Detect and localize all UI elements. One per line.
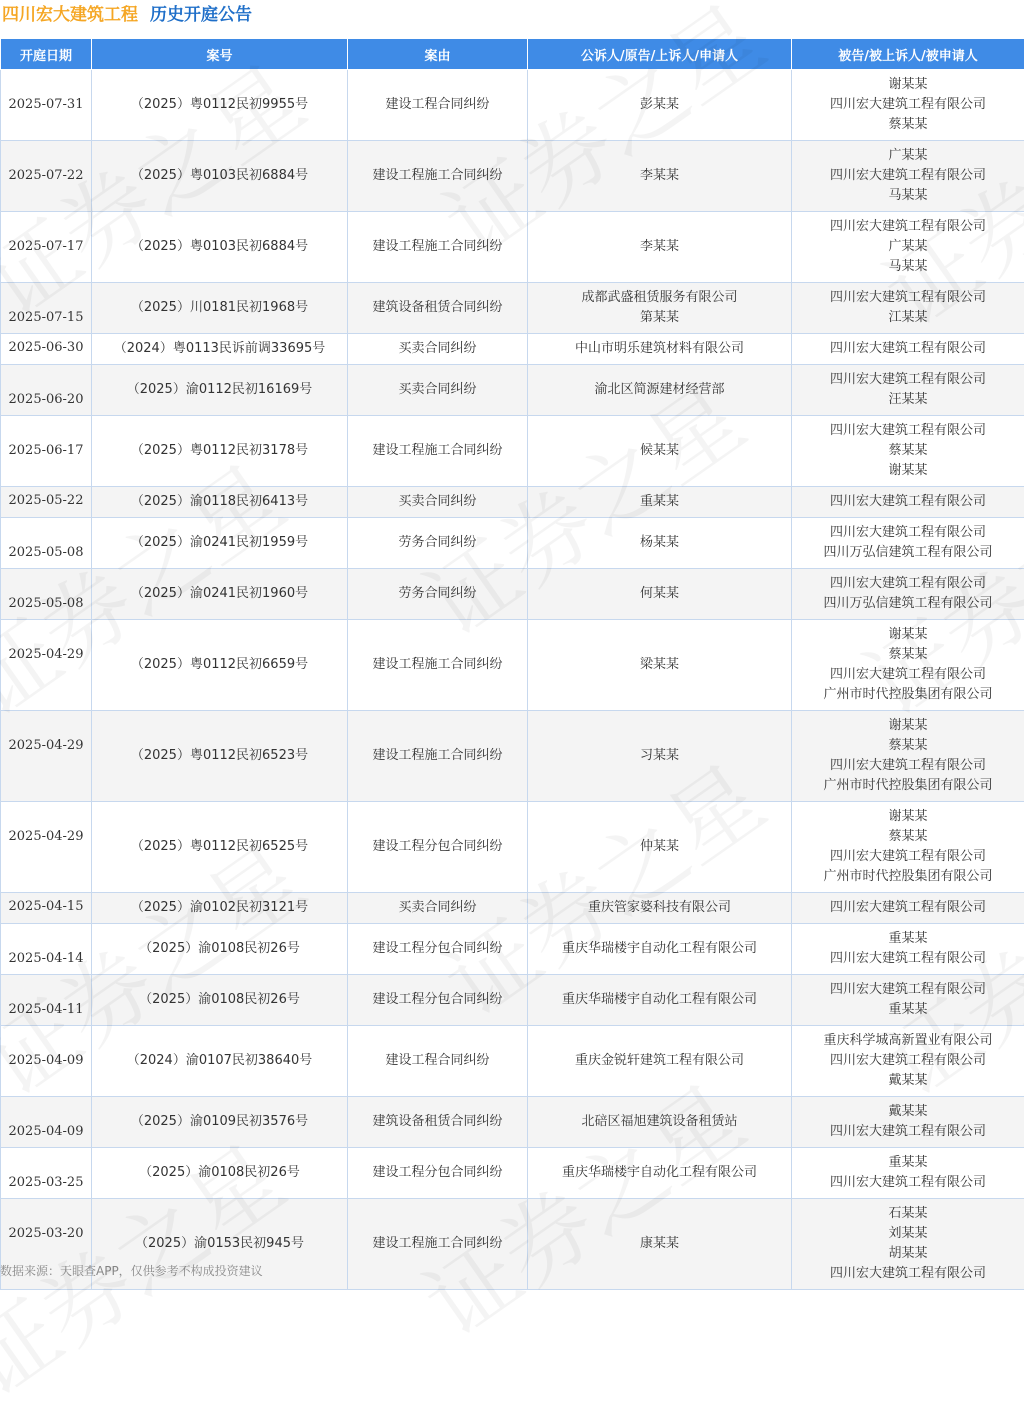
cell-case-no: （2025）渝0108民初26号 — [92, 1148, 348, 1199]
defendant-name: 马某某 — [794, 257, 1022, 277]
defendant-name: 蔡某某 — [794, 736, 1022, 756]
cell-plaintiffs — [528, 620, 792, 711]
plaintiff-name: 中山市明乐建筑材料有限公司 — [530, 339, 789, 359]
cell-plaintiffs — [528, 924, 792, 975]
cell-case-no: （2025）渝0153民初945号 — [92, 1199, 348, 1290]
cell-plaintiffs — [528, 711, 792, 802]
plaintiff-name: 重庆华瑞楼宇自动化工程有限公司 — [530, 1163, 789, 1183]
cell-defendants — [792, 1026, 1024, 1097]
plaintiff-name: 第某某 — [530, 308, 789, 328]
cell-date: 2025-04-11 — [1, 975, 92, 1026]
cell-plaintiffs — [528, 1026, 792, 1097]
cell-defendants — [792, 416, 1024, 487]
table-header-row — [1, 39, 1024, 70]
cell-date: 2025-06-20 — [1, 365, 92, 416]
cell-cause: 建设工程分包合同纠纷 — [348, 975, 528, 1026]
plaintiff-name: 李某某 — [530, 166, 789, 186]
cell-cause: 买卖合同纠纷 — [348, 893, 528, 924]
cell-case-no: （2025）渝0108民初26号 — [92, 975, 348, 1026]
cell-defendants — [792, 70, 1024, 141]
defendant-name: 四川宏大建筑工程有限公司 — [794, 492, 1022, 512]
cell-defendants — [792, 212, 1024, 283]
defendant-name: 四川宏大建筑工程有限公司 — [794, 665, 1022, 685]
cell-date: 2025-04-09 — [1, 1026, 92, 1097]
plaintiff-name: 重庆华瑞楼宇自动化工程有限公司 — [530, 939, 789, 959]
cell-case-no: （2025）川0181民初1968号 — [92, 283, 348, 334]
cell-cause: 建设工程合同纠纷 — [348, 1026, 528, 1097]
plaintiff-name: 彭某某 — [530, 95, 789, 115]
defendant-name: 四川宏大建筑工程有限公司 — [794, 421, 1022, 441]
cell-cause: 买卖合同纠纷 — [348, 487, 528, 518]
plaintiff-name: 重庆金锐轩建筑工程有限公司 — [530, 1051, 789, 1071]
cell-plaintiffs — [528, 569, 792, 620]
table-row — [1, 924, 1024, 975]
defendant-name: 谢某某 — [794, 75, 1022, 95]
plaintiff-name: 北碚区福旭建筑设备租赁站 — [530, 1112, 789, 1132]
table-body — [1, 70, 1024, 1290]
cell-plaintiffs — [528, 416, 792, 487]
defendant-name: 四川宏大建筑工程有限公司 — [794, 847, 1022, 867]
cell-defendants — [792, 1097, 1024, 1148]
plaintiff-name: 成都武盛租赁服务有限公司 — [530, 288, 789, 308]
cell-cause: 建设工程施工合同纠纷 — [348, 212, 528, 283]
cell-defendants — [792, 518, 1024, 569]
cell-defendants — [792, 365, 1024, 416]
cell-date: 2025-04-09 — [1, 1097, 92, 1148]
plaintiff-name: 习某某 — [530, 746, 789, 766]
defendant-name: 四川宏大建筑工程有限公司 — [794, 166, 1022, 186]
data-source-note: 数据来源：天眼查APP，仅供参考不构成投资建议 — [0, 1262, 263, 1279]
defendant-name: 四川宏大建筑工程有限公司 — [794, 288, 1022, 308]
plaintiff-name: 杨某某 — [530, 533, 789, 553]
cell-cause: 建筑设备租赁合同纠纷 — [348, 283, 528, 334]
defendant-name: 重某某 — [794, 1153, 1022, 1173]
cell-plaintiffs — [528, 334, 792, 365]
defendant-name: 四川宏大建筑工程有限公司 — [794, 523, 1022, 543]
cell-case-no: （2025）粤0103民初6884号 — [92, 212, 348, 283]
column-header-cause: 案由 — [348, 39, 528, 70]
table-row — [1, 518, 1024, 569]
company-name: 四川宏大建筑工程 — [2, 5, 138, 25]
cell-defendants — [792, 802, 1024, 893]
plaintiff-name: 候某某 — [530, 441, 789, 461]
cell-date: 2025-07-31 — [1, 70, 92, 141]
cell-defendants — [792, 487, 1024, 518]
defendant-name: 谢某某 — [794, 716, 1022, 736]
cell-cause: 劳务合同纠纷 — [348, 569, 528, 620]
cell-case-no: （2025）粤0103民初6884号 — [92, 141, 348, 212]
cell-case-no: （2025）渝0241民初1959号 — [92, 518, 348, 569]
cell-cause: 建设工程分包合同纠纷 — [348, 1148, 528, 1199]
table-row — [1, 334, 1024, 365]
cell-date: 2025-05-08 — [1, 518, 92, 569]
cell-case-no: （2025）粤0112民初6525号 — [92, 802, 348, 893]
table-row — [1, 802, 1024, 893]
column-header-case-no: 案号 — [92, 39, 348, 70]
table-row — [1, 975, 1024, 1026]
table-row — [1, 487, 1024, 518]
cell-case-no: （2025）粤0112民初9955号 — [92, 70, 348, 141]
table-row — [1, 365, 1024, 416]
cell-date: 2025-05-08 — [1, 569, 92, 620]
defendant-name: 刘某某 — [794, 1224, 1022, 1244]
table-row — [1, 711, 1024, 802]
cell-cause: 建设工程分包合同纠纷 — [348, 802, 528, 893]
cell-plaintiffs — [528, 975, 792, 1026]
cell-cause: 建设工程施工合同纠纷 — [348, 620, 528, 711]
defendant-name: 马某某 — [794, 186, 1022, 206]
defendant-name: 重某某 — [794, 1000, 1022, 1020]
defendant-name: 广州市时代控股集团有限公司 — [794, 685, 1022, 705]
defendant-name: 四川宏大建筑工程有限公司 — [794, 370, 1022, 390]
cell-defendants — [792, 975, 1024, 1026]
defendant-name: 四川宏大建筑工程有限公司 — [794, 980, 1022, 1000]
table-row — [1, 620, 1024, 711]
cell-defendants — [792, 141, 1024, 212]
cell-case-no: （2024）渝0107民初38640号 — [92, 1026, 348, 1097]
table-row — [1, 1097, 1024, 1148]
defendant-name: 广某某 — [794, 237, 1022, 257]
cell-cause: 建设工程施工合同纠纷 — [348, 1199, 528, 1290]
plaintiff-name: 康某某 — [530, 1234, 789, 1254]
defendant-name: 四川宏大建筑工程有限公司 — [794, 1122, 1022, 1142]
plaintiff-name: 仲某某 — [530, 837, 789, 857]
cell-plaintiffs — [528, 141, 792, 212]
defendant-name: 汪某某 — [794, 390, 1022, 410]
cell-plaintiffs — [528, 893, 792, 924]
plaintiff-name: 重庆华瑞楼宇自动化工程有限公司 — [530, 990, 789, 1010]
defendant-name: 四川万弘信建筑工程有限公司 — [794, 543, 1022, 563]
defendant-name: 四川宏大建筑工程有限公司 — [794, 574, 1022, 594]
defendant-name: 广某某 — [794, 146, 1022, 166]
cell-defendants — [792, 1148, 1024, 1199]
defendant-name: 广州市时代控股集团有限公司 — [794, 776, 1022, 796]
table-row — [1, 1148, 1024, 1199]
cell-case-no: （2025）渝0241民初1960号 — [92, 569, 348, 620]
table-row — [1, 212, 1024, 283]
table-row — [1, 569, 1024, 620]
plaintiff-name: 重某某 — [530, 492, 789, 512]
cell-defendants — [792, 711, 1024, 802]
plaintiff-name: 渝北区简源建材经营部 — [530, 380, 789, 400]
cell-date: 2025-04-29 — [1, 620, 92, 711]
defendant-name: 谢某某 — [794, 461, 1022, 481]
defendant-name: 四川宏大建筑工程有限公司 — [794, 217, 1022, 237]
defendant-name: 广州市时代控股集团有限公司 — [794, 867, 1022, 887]
defendant-name: 四川宏大建筑工程有限公司 — [794, 949, 1022, 969]
defendant-name: 四川宏大建筑工程有限公司 — [794, 1173, 1022, 1193]
cell-defendants — [792, 893, 1024, 924]
defendant-name: 四川宏大建筑工程有限公司 — [794, 339, 1022, 359]
cell-defendants — [792, 1199, 1024, 1290]
defendant-name: 蔡某某 — [794, 115, 1022, 135]
table-row — [1, 416, 1024, 487]
column-header-plaintiff: 公诉人/原告/上诉人/申请人 — [528, 39, 792, 70]
defendant-name: 重某某 — [794, 929, 1022, 949]
defendant-name: 石某某 — [794, 1204, 1022, 1224]
cell-date: 2025-07-15 — [1, 283, 92, 334]
defendant-name: 四川宏大建筑工程有限公司 — [794, 95, 1022, 115]
cell-case-no: （2025）粤0112民初3178号 — [92, 416, 348, 487]
defendant-name: 四川宏大建筑工程有限公司 — [794, 756, 1022, 776]
defendant-name: 戴某某 — [794, 1071, 1022, 1091]
cell-defendants — [792, 334, 1024, 365]
defendant-name: 谢某某 — [794, 807, 1022, 827]
defendant-name: 四川万弘信建筑工程有限公司 — [794, 594, 1022, 614]
cell-date: 2025-07-22 — [1, 141, 92, 212]
cell-date: 2025-04-29 — [1, 802, 92, 893]
defendant-name: 四川宏大建筑工程有限公司 — [794, 898, 1022, 918]
cell-case-no: （2025）渝0109民初3576号 — [92, 1097, 348, 1148]
cell-plaintiffs — [528, 802, 792, 893]
cell-date: 2025-04-14 — [1, 924, 92, 975]
cell-case-no: （2025）渝0108民初26号 — [92, 924, 348, 975]
cell-defendants — [792, 569, 1024, 620]
defendant-name: 江某某 — [794, 308, 1022, 328]
column-header-defendant: 被告/被上诉人/被申请人 — [792, 39, 1024, 70]
cell-plaintiffs — [528, 487, 792, 518]
plaintiff-name: 梁某某 — [530, 655, 789, 675]
cell-date: 2025-03-20 — [1, 1199, 92, 1290]
cell-date: 2025-06-17 — [1, 416, 92, 487]
cell-cause: 建筑设备租赁合同纠纷 — [348, 1097, 528, 1148]
cell-date: 2025-05-22 — [1, 487, 92, 518]
table-row — [1, 283, 1024, 334]
defendant-name: 谢某某 — [794, 625, 1022, 645]
cell-cause: 建设工程施工合同纠纷 — [348, 711, 528, 802]
cell-plaintiffs — [528, 70, 792, 141]
plaintiff-name: 李某某 — [530, 237, 789, 257]
column-header-date: 开庭日期 — [1, 39, 92, 70]
court-hearing-table — [0, 38, 1024, 1290]
table-row — [1, 70, 1024, 141]
cell-plaintiffs — [528, 212, 792, 283]
cell-cause: 劳务合同纠纷 — [348, 518, 528, 569]
cell-plaintiffs — [528, 283, 792, 334]
cell-date: 2025-04-29 — [1, 711, 92, 802]
section-title: 历史开庭公告 — [150, 5, 252, 25]
cell-plaintiffs — [528, 518, 792, 569]
cell-date: 2025-07-17 — [1, 212, 92, 283]
defendant-name: 重庆科学城高新置业有限公司 — [794, 1031, 1022, 1051]
cell-plaintiffs — [528, 365, 792, 416]
plaintiff-name: 何某某 — [530, 584, 789, 604]
cell-defendants — [792, 620, 1024, 711]
defendant-name: 戴某某 — [794, 1102, 1022, 1122]
cell-date: 2025-06-30 — [1, 334, 92, 365]
cell-cause: 建设工程合同纠纷 — [348, 70, 528, 141]
cell-case-no: （2025）渝0102民初3121号 — [92, 893, 348, 924]
cell-cause: 建设工程施工合同纠纷 — [348, 416, 528, 487]
cell-case-no: （2025）渝0118民初6413号 — [92, 487, 348, 518]
page-title — [0, 0, 1024, 32]
cell-defendants — [792, 924, 1024, 975]
cell-date: 2025-04-15 — [1, 893, 92, 924]
cell-case-no: （2025）渝0112民初16169号 — [92, 365, 348, 416]
defendant-name: 四川宏大建筑工程有限公司 — [794, 1051, 1022, 1071]
table-row — [1, 141, 1024, 212]
defendant-name: 蔡某某 — [794, 827, 1022, 847]
defendant-name: 蔡某某 — [794, 645, 1022, 665]
cell-cause: 建设工程施工合同纠纷 — [348, 141, 528, 212]
defendant-name: 胡某某 — [794, 1244, 1022, 1264]
cell-case-no: （2025）粤0112民初6659号 — [92, 620, 348, 711]
cell-case-no: （2024）粤0113民诉前调33695号 — [92, 334, 348, 365]
cell-date: 2025-03-25 — [1, 1148, 92, 1199]
cell-cause: 买卖合同纠纷 — [348, 365, 528, 416]
cell-defendants — [792, 283, 1024, 334]
table-row — [1, 1026, 1024, 1097]
plaintiff-name: 重庆管家婆科技有限公司 — [530, 898, 789, 918]
cell-plaintiffs — [528, 1199, 792, 1290]
cell-cause: 买卖合同纠纷 — [348, 334, 528, 365]
cell-plaintiffs — [528, 1148, 792, 1199]
cell-plaintiffs — [528, 1097, 792, 1148]
defendant-name: 蔡某某 — [794, 441, 1022, 461]
cell-cause: 建设工程分包合同纠纷 — [348, 924, 528, 975]
defendant-name: 四川宏大建筑工程有限公司 — [794, 1264, 1022, 1284]
cell-case-no: （2025）粤0112民初6523号 — [92, 711, 348, 802]
table-row — [1, 893, 1024, 924]
